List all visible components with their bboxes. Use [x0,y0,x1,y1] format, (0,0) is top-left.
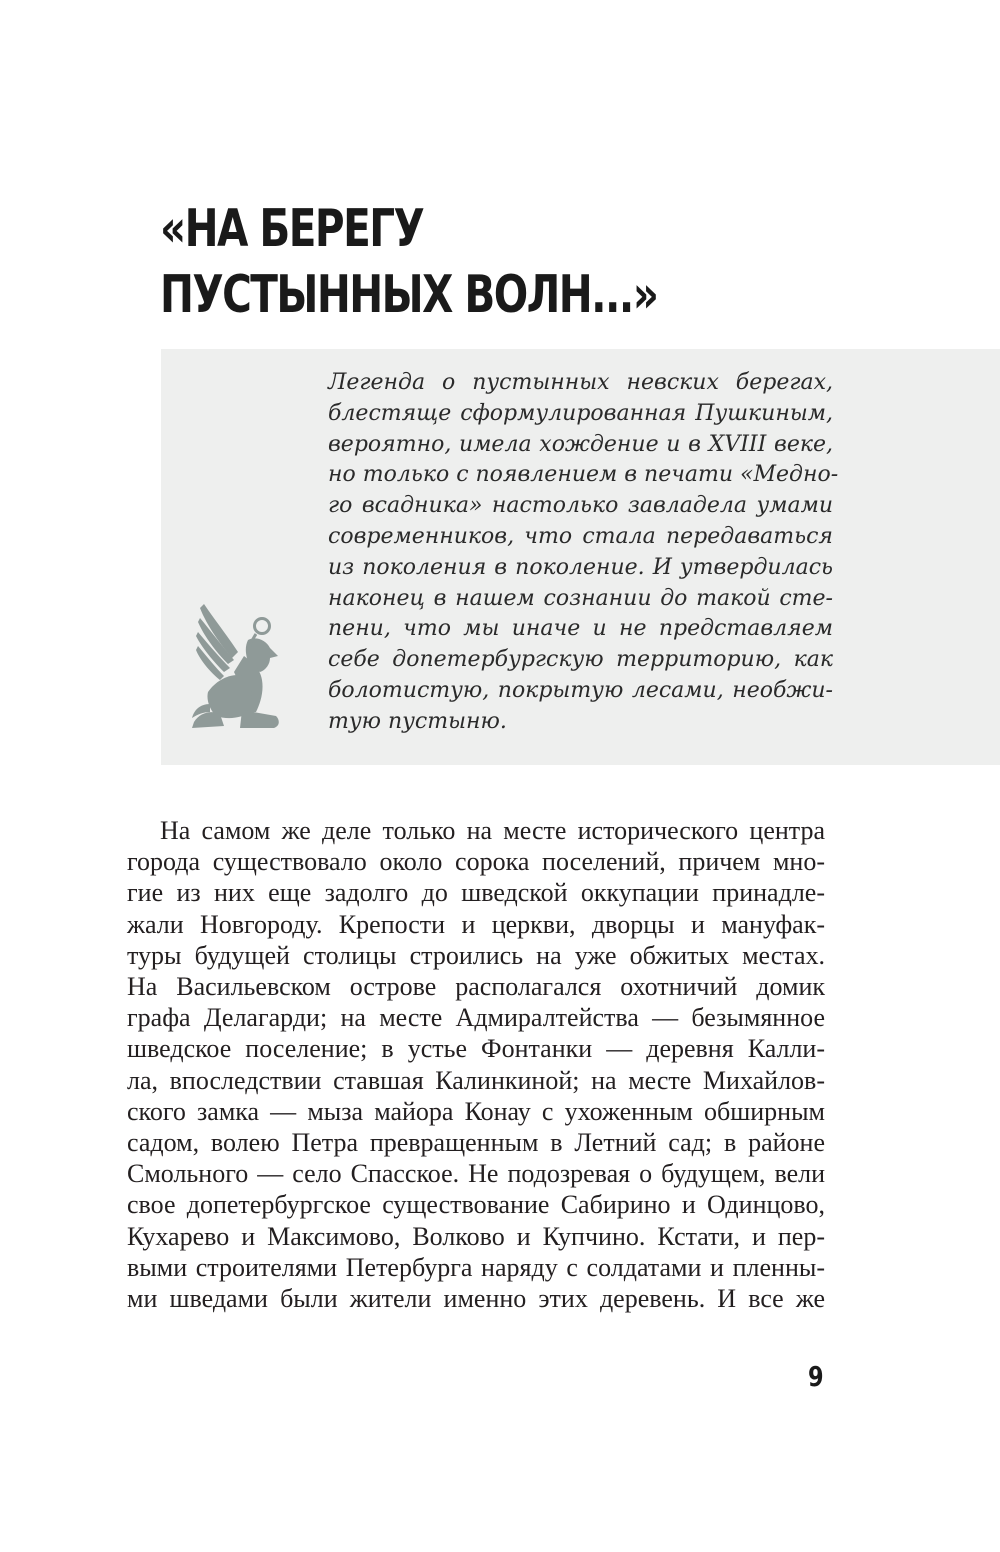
body-line: шведское поселение; в устье Фонтанки — деревня Калли- [127,1034,825,1064]
epigraph-line: себе допетербургскую территорию, как [328,647,833,673]
body-line: ми шведами были жители именно этих деревень. И все же [127,1284,825,1314]
epigraph-line: блестяще сформулированная Пушкиным, [328,400,833,426]
body-line: свое допетербургское существование Сабирино и Одинцово, [127,1190,825,1220]
epigraph-line: из поколения в поколение. И утвердилась [328,554,833,580]
epigraph-text [328,368,839,738]
body-paragraph [127,815,825,1314]
page-number: 9 [808,1360,824,1393]
griffin-icon [186,600,286,732]
body-line: жали Новгороду. Крепости и церкви, дворцы и мануфак- [127,909,825,939]
body-line: выми строителями Петербурга наряду с солдатами и пленны- [127,1252,825,1282]
body-line: Кухарево и Максимово, Волково и Купчино. Кстати, и пер- [127,1221,825,1251]
body-line: садом, волею Петра превращенным в Летний сад; в районе [127,1128,825,1158]
chapter-title-line: «НА БЕРЕГУ [160,199,424,259]
epigraph-line: Легенда о пустынных невских берегах, [328,370,833,395]
body-line: гие из них еще задолго до шведской оккупации принадле- [127,878,825,908]
epigraph-line: но только с появлением в печати «Медно- [328,462,839,488]
epigraph-line: тую пустыню. [328,708,507,734]
epigraph-line: наконец в нашем сознании до такой сте- [328,585,833,611]
body-line: ского замка — мыза майора Конау с ухоженным обширным [127,1096,825,1126]
body-line: ла, впоследствии ставшая Калинкиной; на месте Михайлов- [127,1065,825,1095]
body-line: На самом же деле только на месте исторического центра [160,816,825,845]
epigraph-line: го всадника» настолько завладела умами [328,493,833,519]
epigraph-line: болотистую, покрытую лесами, необжи- [328,677,833,703]
chapter-title-line: ПУСТЫННЫХ ВОЛН...» [160,265,658,325]
body-line: города существовало около сорока поселений, причем мно- [127,847,825,877]
body-line: туры будущей столицы строились на уже обжитых местах. [127,940,825,970]
body-line: Смольного — село Спасское. Не подозревая о будущем, вели [127,1159,825,1189]
chapter-title [160,196,657,328]
body-line: графа Делагарди; на месте Адмиралтейства — безымянное [127,1003,825,1033]
epigraph-line: современников, что стала передаваться [328,523,833,549]
epigraph-line: вероятно, имела хождение и в XVIII веке, [328,431,833,457]
body-line: На Васильевском острове располагался охотничий домик [127,972,825,1002]
epigraph-line: пени, что мы иначе и не представляем [328,616,833,642]
